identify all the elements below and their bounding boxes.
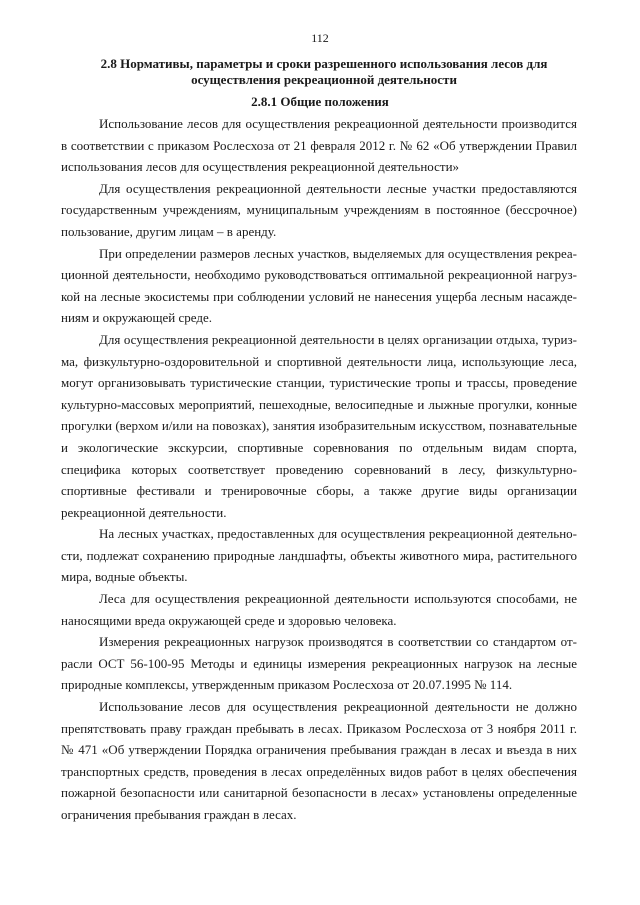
- paragraph: На лесных участках, предоставленных для осуществления рекреационной деятельности, подлежат сохранению природные ландшафты, объекты животного мира, растительного мира, водные объекты.: [61, 526, 577, 585]
- paragraph: Леса для осуществления рекреационной деятельности используются способами, не наносящими вреда окружающей среде и здоровью человека.: [61, 591, 577, 628]
- paragraph: Для осуществления рекреационной деятельности в целях организации отдыха, туризма, физкультурно-оздоровительной и спортивной деятельности лица, использующие леса, могут организовывать туристические станции, туристические тропы и трассы, проведение культурно-массовых мероприятий, пешеходные, велосипедные и лыжные прогулки, конные прогулки (верхом и/или на повозках), занятия изобразительным искусством, познавательные и экологические экскурсии, спортивные соревнования по отдельным видам спорта, специфика которых соответствует проведению соревнований в лесу, физкультурно-спортивные фестивали и тренировочные сборы, а также другие виды организации рекреационной деятельности.: [61, 331, 577, 520]
- document-body: [61, 113, 577, 826]
- section-title: 2.8 Нормативы, параметры и сроки разрешенного использования лесов для осуществления рекреационной деятельности: [100, 56, 548, 87]
- paragraph: Использование лесов для осуществления рекреационной деятельности производится в соответствии с приказом Рослесхоза от 21 февраля 2012 г. № 62 «Об утверждении Правил использования лесов для осуществления рекреационной деятельности»: [61, 116, 577, 175]
- page-number: 112: [311, 31, 329, 45]
- subsection-title: 2.8.1 Общие положения: [251, 94, 389, 109]
- paragraph: Для осуществления рекреационной деятельности лесные участки предоставляются государственным учреждениям, муниципальным учреждениям в постоянное (бессрочное) пользование, другим лицам – в аренду.: [61, 180, 577, 239]
- paragraph: Использование лесов для осуществления рекреационной деятельности не должно препятствовать праву граждан пребывать в лесах. Приказом Рослесхоза от 3 ноября 2011 г. № 471 «Об утверждении Порядка ограничения пребывания граждан в лесах и въезда в них транспортных средств, проведения в лесах определённых видов работ в целях обеспечения пожарной безопасности или санитарной безопасности в лесах» установлены определенные ограничения пребывания граждан в лесах.: [61, 699, 577, 822]
- paragraph: При определении размеров лесных участков, выделяемых для осуществления рекреационной деятельности, необходимо руководствоваться оптимальной рекреационной нагрузкой на лесные экосистемы при соблюдении условий не нанесения ущерба лесным насаждениям и окружающей среде.: [61, 245, 577, 326]
- paragraph: Измерения рекреационных нагрузок производятся в соответствии со стандартом отрасли ОСТ 56-100-95 Методы и единицы измерения рекреационных нагрузок на лесные природные комплексы, утвержденным приказом Рослесхоза от 20.07.1995 № 114.: [61, 634, 577, 693]
